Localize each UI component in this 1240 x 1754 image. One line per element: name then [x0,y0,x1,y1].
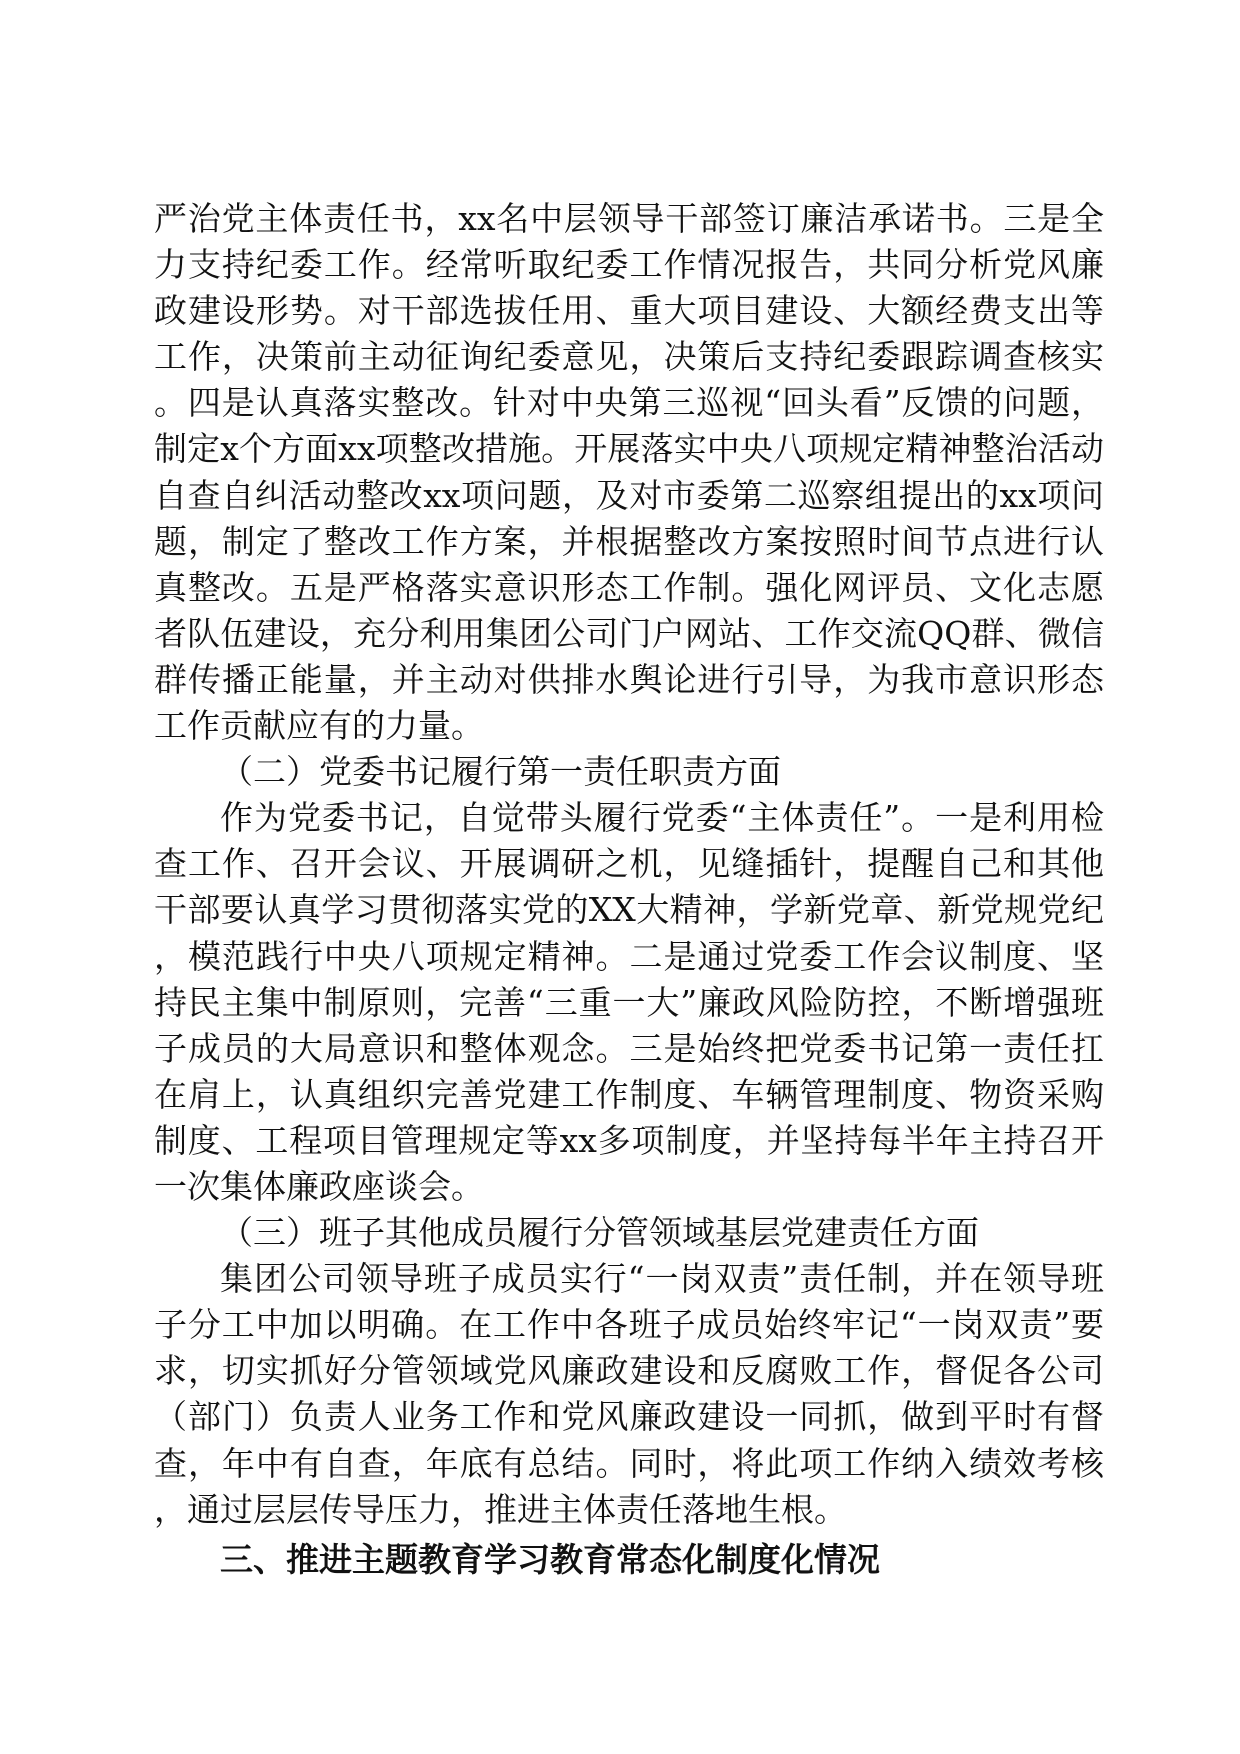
document-body [154,196,1104,1583]
subsection-heading-3: （三）班子其他成员履行分管领域基层党建责任方面 [220,1213,979,1253]
subsection-heading-2: （二）党委书记履行第一责任职责方面 [220,752,781,792]
body-paragraph-continued: 严治党主体责任书，xx名中层领导干部签订廉洁承诺书。三是全力支持纪委工作。经常听取纪委工作情况报告，共同分析党风廉政建设形势。对干部选拔任用、重大项目建设、大额经费支出等工作，决策前主动征询纪委意见，决策后支持纪委跟踪调查核实。四是认真落实整改。针对中央第三巡视“回头看”反馈的问题，制定x个方面xx项整改措施。开展落实中央八项规定精神整治活动自查自纠活动整改xx项问题，及对市委第二巡察组提出的xx项问题，制定了整改工作方案，并根据整改方案按照时间节点进行认真整改。五是严格落实意识形态工作制。强化网评员、文化志愿者队伍建设，充分利用集团公司门户网站、工作交流QQ群、微信群传播正能量，并主动对供排水舆论进行引导，为我市意识形态工作贡献应有的力量。 [154,199,1104,746]
body-paragraph-secretary: 作为党委书记，自觉带头履行党委“主体责任”。一是利用检查工作、召开会议、开展调研之机，见缝插针，提醒自己和其他干部要认真学习贯彻落实党的XX大精神，学新党章、新党规党纪，模范践行中央八项规定精神。二是通过党委工作会议制度、坚持民主集中制原则，完善“三重一大”廉政风险防控，不断增强班子成员的大局意识和整体观念。三是始终把党委书记第一责任扛在肩上，认真组织完善党建工作制度、车辆管理制度、物资采购制度、工程项目管理规定等xx多项制度，并坚持每半年主持召开一次集体廉政座谈会。 [154,798,1104,1206]
body-paragraph-members: 集团公司领导班子成员实行“一岗双责”责任制，并在领导班子分工中加以明确。在工作中各班子成员始终牢记“一岗双责”要求，切实抓好分管领域党风廉政建设和反腐败工作，督促各公司（部门）负责人业务工作和党风廉政建设一同抓，做到平时有督查，年中有自查，年底有总结。同时，将此项工作纳入绩效考核，通过层层传导压力，推进主体责任落地生根。 [154,1259,1104,1529]
section-heading-3: 三、推进主题教育学习教育常态化制度化情况 [220,1539,880,1579]
